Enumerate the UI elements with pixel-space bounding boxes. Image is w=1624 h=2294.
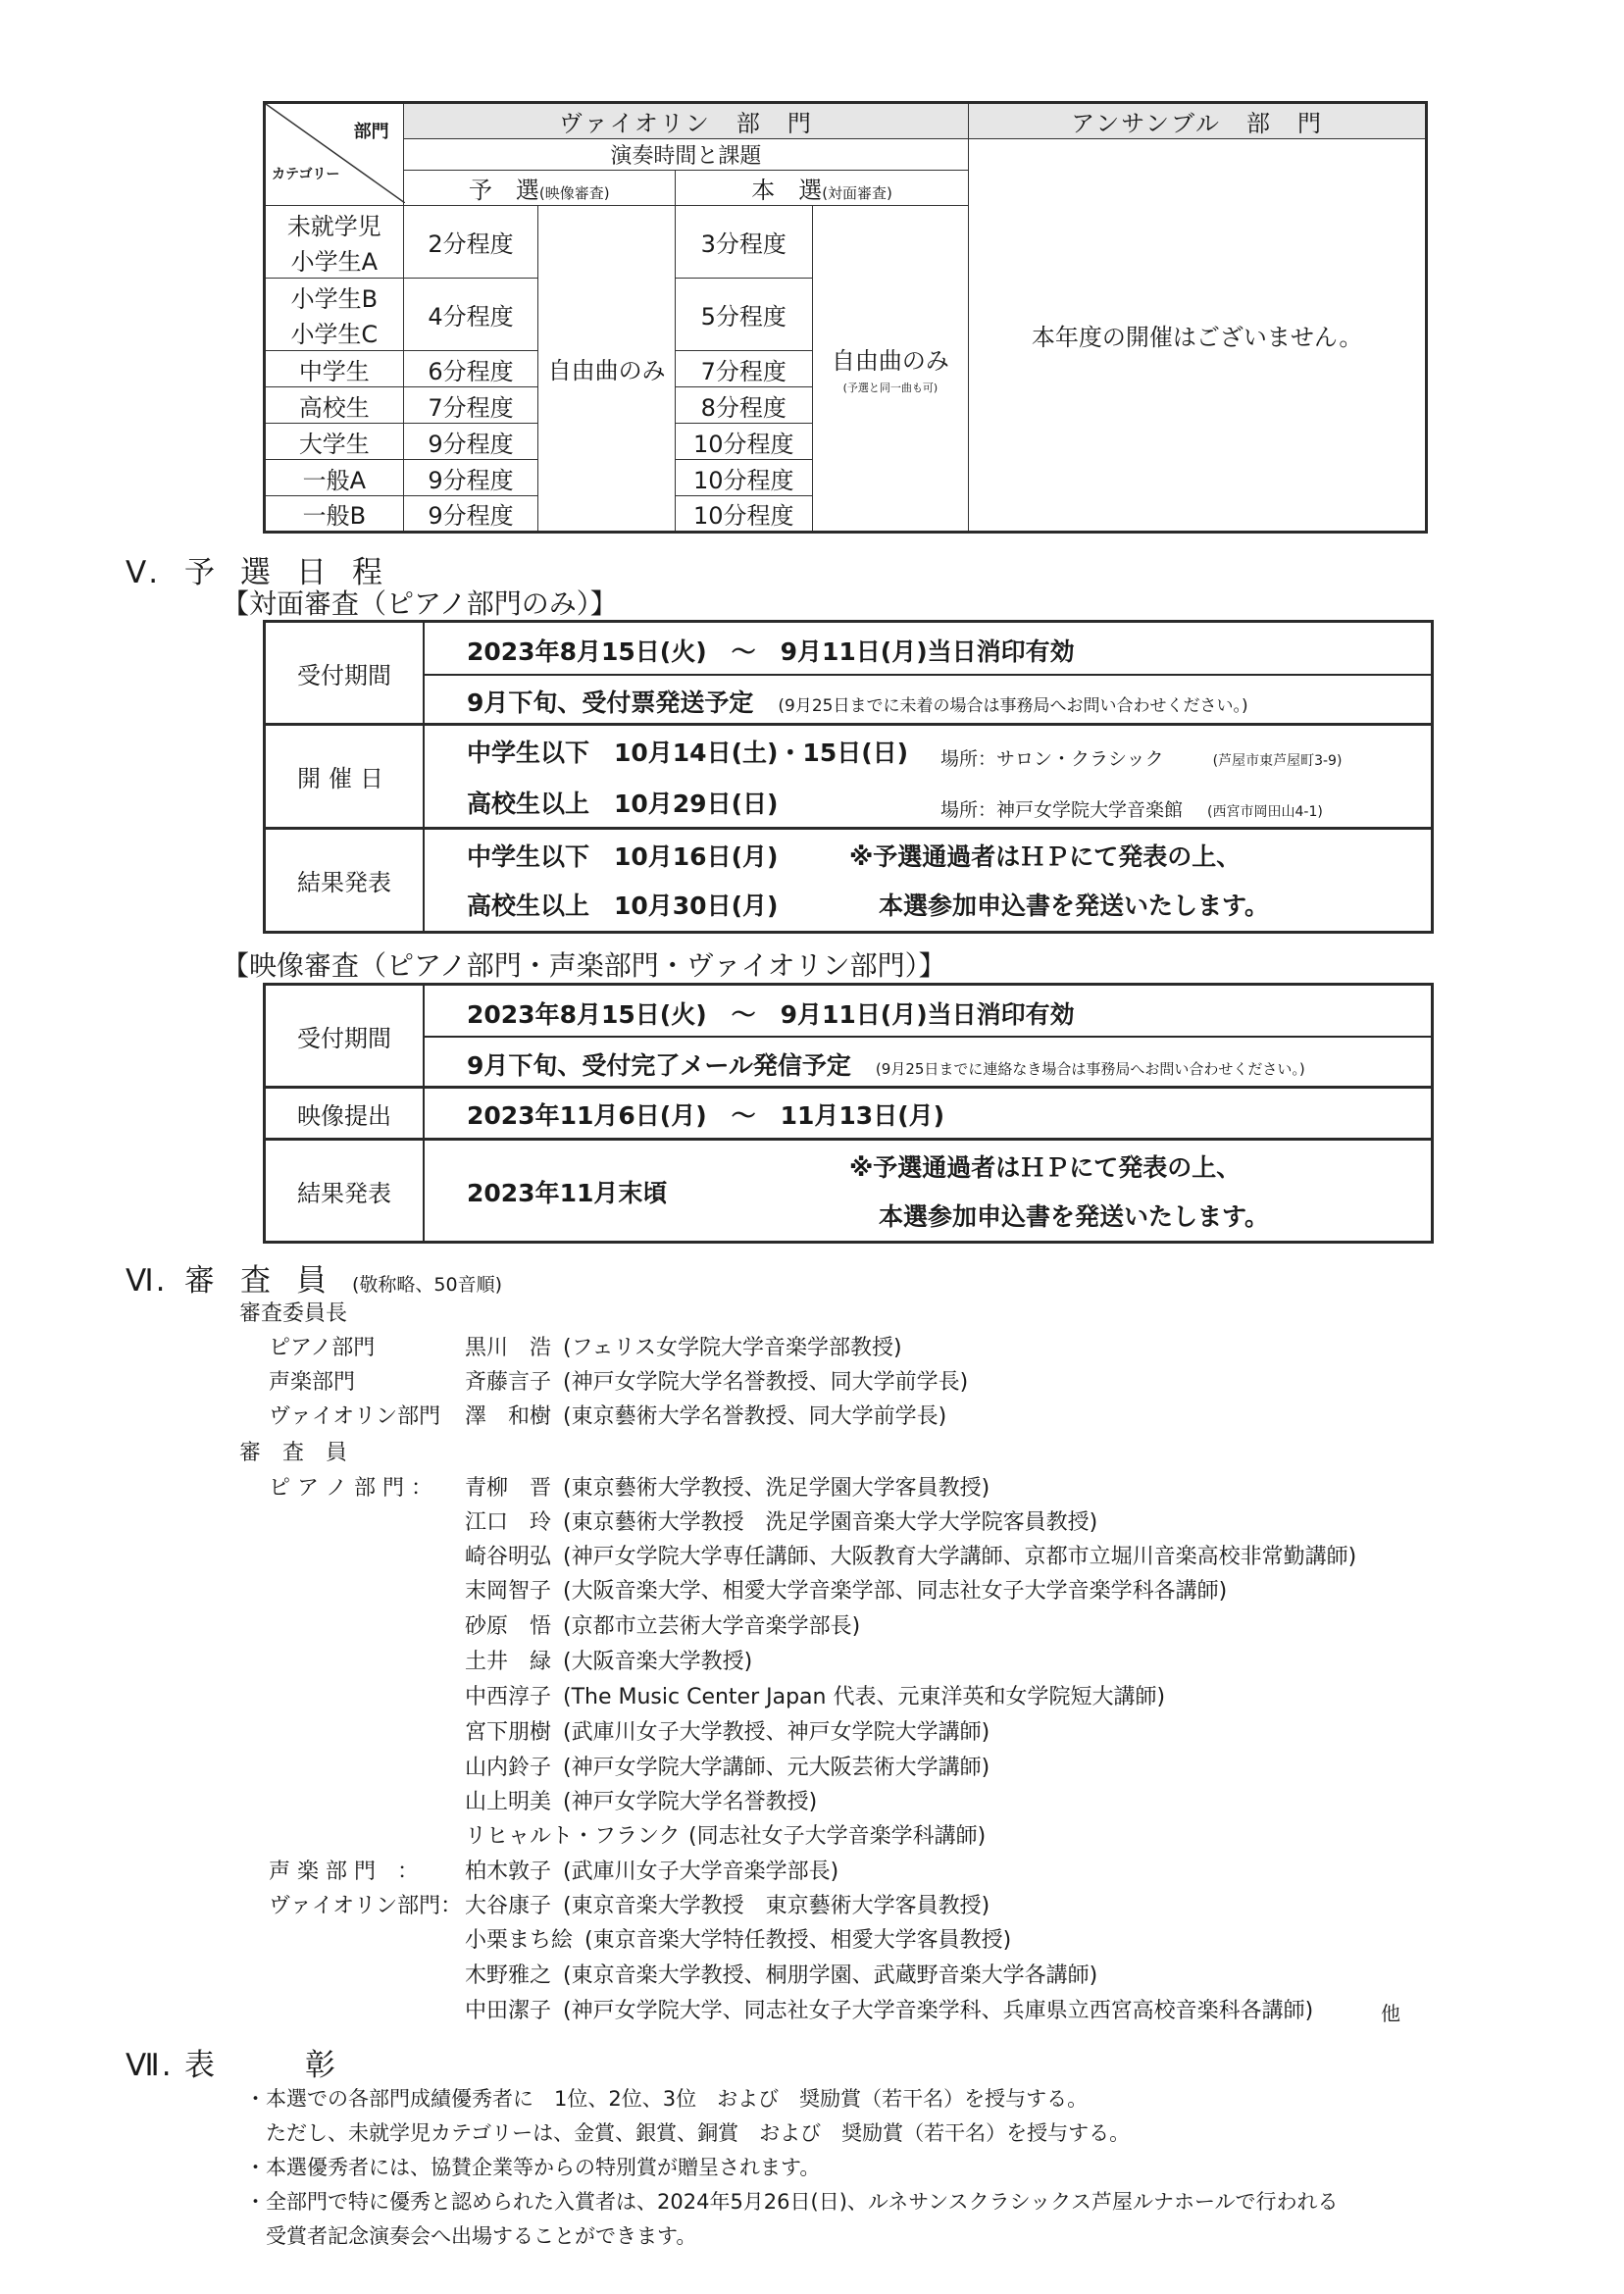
face-recv-note: (9月25日までに未着の場合は事務局へお問い合わせください。) [778,696,1248,716]
prelim-time-cell: 6分程度 [403,351,538,387]
face-recv-line2 [467,684,1248,719]
video-result-note1: ※予選通過者はＨＰにて発表の上、 [849,1153,1242,1182]
final-header [675,171,968,206]
face-date-addr2: (西宮市岡田山4-1) [1207,804,1323,820]
prelim-time-cell: 9分程度 [403,496,538,533]
ensemble-note: 本年度の開催はございません。 [969,139,1427,533]
judge-name: 柏木敦子 [465,1860,552,1884]
judge-name: 中西淳子 [465,1685,552,1709]
video-recv-line1: 2023年8月15日(火) ～ 9月11日(月)当日消印有効 [467,1000,1075,1029]
prelim-note: (映像審査) [538,184,610,202]
judges-heading: 審 査 員 [239,1441,348,1465]
judge-name: 江口 玲 [465,1510,552,1535]
judge-affiliation: (武庫川女子大学音楽学部長) [563,1860,839,1884]
face-review-table [263,620,1434,934]
category-cell: 一般A [265,460,404,496]
judge-affiliation: (東京音楽大学特任教授、相愛大学客員教授) [584,1928,1012,1953]
section-6-note: (敬称略、50音順) [352,1274,503,1296]
video-recv-line2-text: 9月下旬、受付完了メール発信予定 [467,1051,851,1080]
video-result-label: 結果発表 [297,1179,391,1207]
section-7-title: 表彰 [184,2048,426,2083]
chair-name: 澤 和樹 [465,1404,552,1429]
face-result-line1: 中学生以下 10月16日(月) [467,842,779,871]
others-label: 他 [1381,2002,1400,2025]
final-time-cell: 3分程度 [675,206,812,279]
judge-affiliation: (東京音楽大学教授、桐朋学園、武蔵野音楽大学各講師) [563,1963,1098,1988]
judge-name: 宮下朋樹 [465,1720,552,1745]
judge-name: 崎谷明弘 [465,1545,552,1569]
judge-affiliation: (神戸女学院大学名誉教授) [563,1790,818,1814]
corner-header [265,103,404,206]
award-line: ・全部門で特に優秀と認められた入賞者は、2024年5月26日(日)、ルネサンスクラシックス芦屋ルナホールで行われる [245,2190,1339,2214]
judge-name: 砂原 悟 [465,1614,552,1639]
judge-affiliation: (神戸女学院大学、同志社女子大学音楽学科、兵庫県立西宮高校音楽科各講師) [563,1999,1314,2023]
final-time-cell: 7分程度 [675,351,812,387]
category-cell: 中学生 [265,351,404,387]
video-result-note2: 本選参加申込書を発送いたします。 [879,1202,1270,1231]
violin-dept-label: ヴァイオリン部門： [269,1894,463,1918]
video-recv-note: (9月25日までに連絡なき場合は事務局へお問い合わせください。) [875,1060,1305,1078]
face-recv-line1: 2023年8月15日(火) ～ 9月11日(月)当日消印有効 [467,637,1075,666]
final-time-cell: 8分程度 [675,387,812,424]
face-result-line2: 高校生以上 10月30日(月) [467,892,779,920]
chair-affiliation: (フェリス女学院大学音楽学部教授) [563,1336,902,1360]
video-review-title: 【映像審査（ピアノ部門・声楽部門・ヴァイオリン部門）】 [222,949,946,982]
judge-affiliation: (京都市立芸術大学音楽学部長) [563,1614,861,1639]
judge-affiliation: (大阪音楽大学教授) [563,1650,753,1674]
violin-dept-header: ヴァイオリン 部 門 [403,103,969,139]
judge-affiliation: (東京藝術大学教授、洗足学園大学客員教授) [563,1476,990,1501]
video-result-line: 2023年11月末頃 [467,1179,668,1207]
prelim-time-cell: 2分程度 [403,206,538,279]
award-line: ・本選での各部門成績優秀者に 1位、2位、3位 および 奨励賞（若干名）を授与する。 [245,2087,1089,2111]
final-label: 本 選 [751,177,823,204]
judge-affiliation: (大阪音楽大学、相愛大学音楽学部、同志社女子大学音楽学科各講師) [563,1579,1228,1604]
chair-dept: ピアノ部門 [269,1336,376,1360]
chair-dept: 声楽部門 [269,1370,356,1395]
final-free-piece-note: (予選と同一曲も可) [842,382,939,394]
judge-name: 中田潔子 [465,1999,552,2023]
prelim-time-cell: 9分程度 [403,424,538,460]
category-cell: 一般B [265,496,404,533]
chair-name: 黒川 浩 [465,1336,552,1360]
face-result-note2: 本選参加申込書を発送いたします。 [879,892,1270,920]
prelim-free-piece: 自由曲のみ [538,206,676,533]
category-cell: 小学生C [265,315,404,351]
section-6-number: Ⅵ. [126,1263,168,1299]
judge-name: 小栗まち絵 [465,1928,574,1953]
category-cell: 未就学児 [265,206,404,242]
face-result-label: 結果発表 [297,869,391,896]
award-line: 受賞者記念演奏会へ出場することができます。 [245,2224,697,2248]
prelim-label: 予 選 [468,177,539,204]
category-cell: 高校生 [265,387,404,424]
final-time-cell: 10分程度 [675,424,812,460]
judge-affiliation: (武庫川女子大学教授、神戸女学院大学講師) [563,1720,990,1745]
video-recv-label: 受付期間 [297,1024,391,1052]
ensemble-dept-header: アンサンブル 部 門 [969,103,1427,139]
face-review-title: 【対面審査（ピアノ部門のみ）】 [222,587,618,620]
award-line: ただし、未就学児カテゴリーは、金賞、銀賞、銅賞 および 奨励賞（若干名）を授与する。 [245,2121,1131,2145]
corner-dept-label: 部門 [353,122,389,142]
video-review-table [263,983,1434,1244]
face-date-place1: 場所：サロン・クラシック [940,748,1164,770]
prelim-time-cell: 7分程度 [403,387,538,424]
face-date-place2-wrap [940,789,1323,824]
judge-name: 山上明美 [465,1790,552,1814]
chair-name: 斉藤言子 [465,1370,552,1395]
chair-heading: 審査委員長 [239,1301,348,1326]
section-7-heading [126,2040,426,2084]
prelim-time-cell: 9分程度 [403,460,538,496]
video-submit-label: 映像提出 [297,1101,391,1130]
prelim-time-cell: 4分程度 [403,279,538,351]
judge-affiliation: (The Music Center Japan 代表、元東洋英和女学院短大講師) [563,1685,1166,1709]
award-line: ・本選優秀者には、協賛企業等からの特別賞が贈呈されます。 [245,2156,821,2179]
chair-affiliation: (神戸女学院大学名誉教授、同大学前学長) [563,1370,969,1395]
judge-name: リヒャルト・フランク [465,1824,681,1849]
face-date-place2: 場所：神戸女学院大学音楽館 [940,799,1184,821]
section-7-number: Ⅶ. [126,2048,174,2083]
face-result-note1: ※予選通過者はＨＰにて発表の上、 [849,842,1242,871]
face-date-place1-wrap [940,738,1342,773]
judge-name: 山内鈴子 [465,1756,552,1780]
final-time-cell: 10分程度 [675,496,812,533]
vocal-dept-label: 声 楽 部 門 ： [269,1860,419,1884]
judge-affiliation: (東京藝術大学教授 洗足学園音楽大学大学院客員教授) [563,1510,1098,1535]
violin-category-table [263,101,1428,534]
face-recv-label: 受付期間 [297,661,391,689]
category-cell: 大学生 [265,424,404,460]
section-6-title: 審査員 [184,1263,352,1299]
chair-dept: ヴァイオリン部門 [269,1404,441,1429]
judge-affiliation: (神戸女学院大学講師、元大阪芸術大学講師) [563,1756,990,1780]
corner-category-label: カテゴリー [272,167,340,182]
judge-name: 末岡智子 [465,1579,552,1604]
category-cell: 小学生B [265,279,404,315]
section-5-title: 予選日程 [184,555,408,590]
section-5-number: Ⅴ. [126,555,161,590]
piano-dept-label: ピ ア ノ 部 門 ： [269,1476,432,1501]
face-date-line2: 高校生以上 10月29日(日) [467,790,779,818]
face-date-line1: 中学生以下 10月14日(土)・15日(日) [467,739,909,767]
face-date-label: 開催日 [297,765,391,792]
judge-affiliation: (同志社女子大学音楽学科講師) [688,1824,987,1849]
judge-name: 土井 緑 [465,1650,552,1674]
face-recv-line2-text: 9月下旬、受付票発送予定 [467,688,754,717]
chair-affiliation: (東京藝術大学名誉教授、同大学前学長) [563,1404,947,1429]
video-submit-line: 2023年11月6日(月) ～ 11月13日(月) [467,1101,945,1130]
video-recv-line2 [467,1046,1305,1082]
final-note: (対面審査) [822,184,892,202]
judge-name: 青柳 晋 [465,1476,552,1501]
time-header: 演奏時間と課題 [403,139,969,171]
final-free-piece-label: 自由曲のみ [831,347,949,375]
final-time-cell: 10分程度 [675,460,812,496]
judge-name: 木野雅之 [465,1963,552,1988]
judge-affiliation: (神戸女学院大学専任講師、大阪教育大学講師、京都市立堀川音楽高校非常勤講師) [563,1545,1357,1569]
final-free-piece [812,206,969,533]
section-6-heading [126,1255,502,1300]
judge-name: 大谷康子 [465,1894,552,1918]
judge-affiliation: (東京音楽大学教授 東京藝術大学客員教授) [563,1894,990,1918]
final-time-cell: 5分程度 [675,279,812,351]
face-date-addr1: (芦屋市東芦屋町3-9) [1212,753,1343,769]
prelim-header [403,171,675,206]
category-cell: 小学生A [265,242,404,279]
